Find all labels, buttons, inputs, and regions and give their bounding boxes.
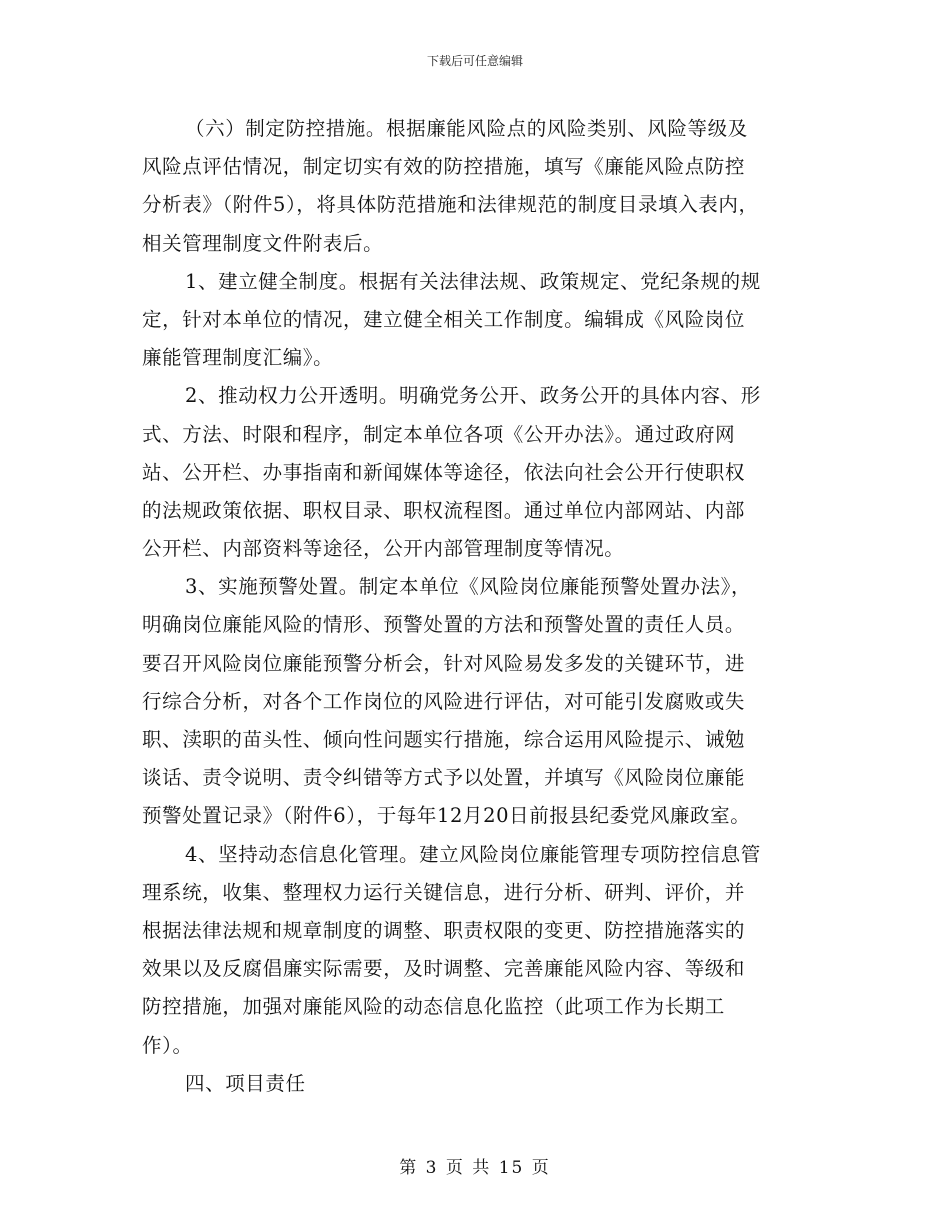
paragraph-line: 的法规政策依据、职权目录、职权流程图。通过单位内部网站、内部 xyxy=(142,498,746,522)
paragraph-line: 根据法律法规和规章制度的调整、职责权限的变更、防控措施落实的 xyxy=(142,918,746,942)
document-body xyxy=(142,110,832,1103)
section-heading: 四、项目责任 xyxy=(185,1071,306,1095)
paragraph-line: 防控措施，加强对廉能风险的动态信息化监控（此项工作为长期工 xyxy=(142,995,725,1019)
paragraph-line: 行综合分析，对各个工作岗位的风险进行评估，对可能引发腐败或失 xyxy=(142,689,746,713)
paragraph-line: 1、建立健全制度。根据有关法律法规、政策规定、党纪条规的规 xyxy=(185,269,761,293)
paragraph-line: 要召开风险岗位廉能预警分析会，针对风险易发多发的关键环节，进 xyxy=(142,651,746,675)
paragraph-line: 谈话、责令说明、责令纠错等方式予以处置，并填写《风险岗位廉能 xyxy=(142,766,746,790)
paragraph-line: 相关管理制度文件附表后。 xyxy=(142,231,384,255)
paragraph-line: 职、渎职的苗头性、倾向性问题实行措施，综合运用风险提示、诫勉 xyxy=(142,728,746,751)
page-header: 下载后可任意编辑 xyxy=(426,54,523,68)
paragraph-line: 理系统，收集、整理权力运行关键信息，进行分析、研判、评价，并 xyxy=(142,880,746,904)
paragraph-line: 公开栏、内部资料等途径，公开内部管理制度等情况。 xyxy=(142,537,625,561)
paragraph-line: （六）制定防控措施。根据廉能风险点的风险类别、风险等级及 xyxy=(185,117,748,140)
paragraph-line: 作）。 xyxy=(142,1033,193,1057)
paragraph-line: 式、方法、时限和程序，制定本单位各项《公开办法》。通过政府网 xyxy=(142,422,736,446)
paragraph-line: 廉能管理制度汇编》。 xyxy=(142,346,334,370)
paragraph-line: 明确岗位廉能风险的情形、预警处置的方法和预警处置的责任人员。 xyxy=(142,613,746,637)
paragraph-line: 分析表》（附件5），将具体防范措施和法律规范的制度目录填入表内， xyxy=(142,193,759,217)
paragraph-line: 风险点评估情况，制定切实有效的防控措施，填写《廉能风险点防控 xyxy=(142,155,746,179)
paragraph-line: 3、实施预警处置。制定本单位《风险岗位廉能预警处置办法》， xyxy=(185,575,752,599)
paragraph-line: 预警处置记录》（附件6），于每年12月20日前报县纪委党风廉政室。 xyxy=(142,804,751,828)
paragraph-line: 4、坚持动态信息化管理。建立风险岗位廉能管理专项防控信息管 xyxy=(185,842,761,866)
paragraph-line: 2、推动权力公开透明。明确党务公开、政务公开的具体内容、形 xyxy=(185,384,761,408)
paragraph-line: 站、公开栏、办事指南和新闻媒体等途径，依法向社会公开行使职权 xyxy=(142,460,746,484)
paragraph-line: 效果以及反腐倡廉实际需要，及时调整、完善廉能风险内容、等级和 xyxy=(142,957,746,981)
page-number-footer: 第 3 页 共 15 页 xyxy=(399,1158,551,1178)
paragraph-line: 定，针对本单位的情况，建立健全相关工作制度。编辑成《风险岗位 xyxy=(142,307,746,331)
